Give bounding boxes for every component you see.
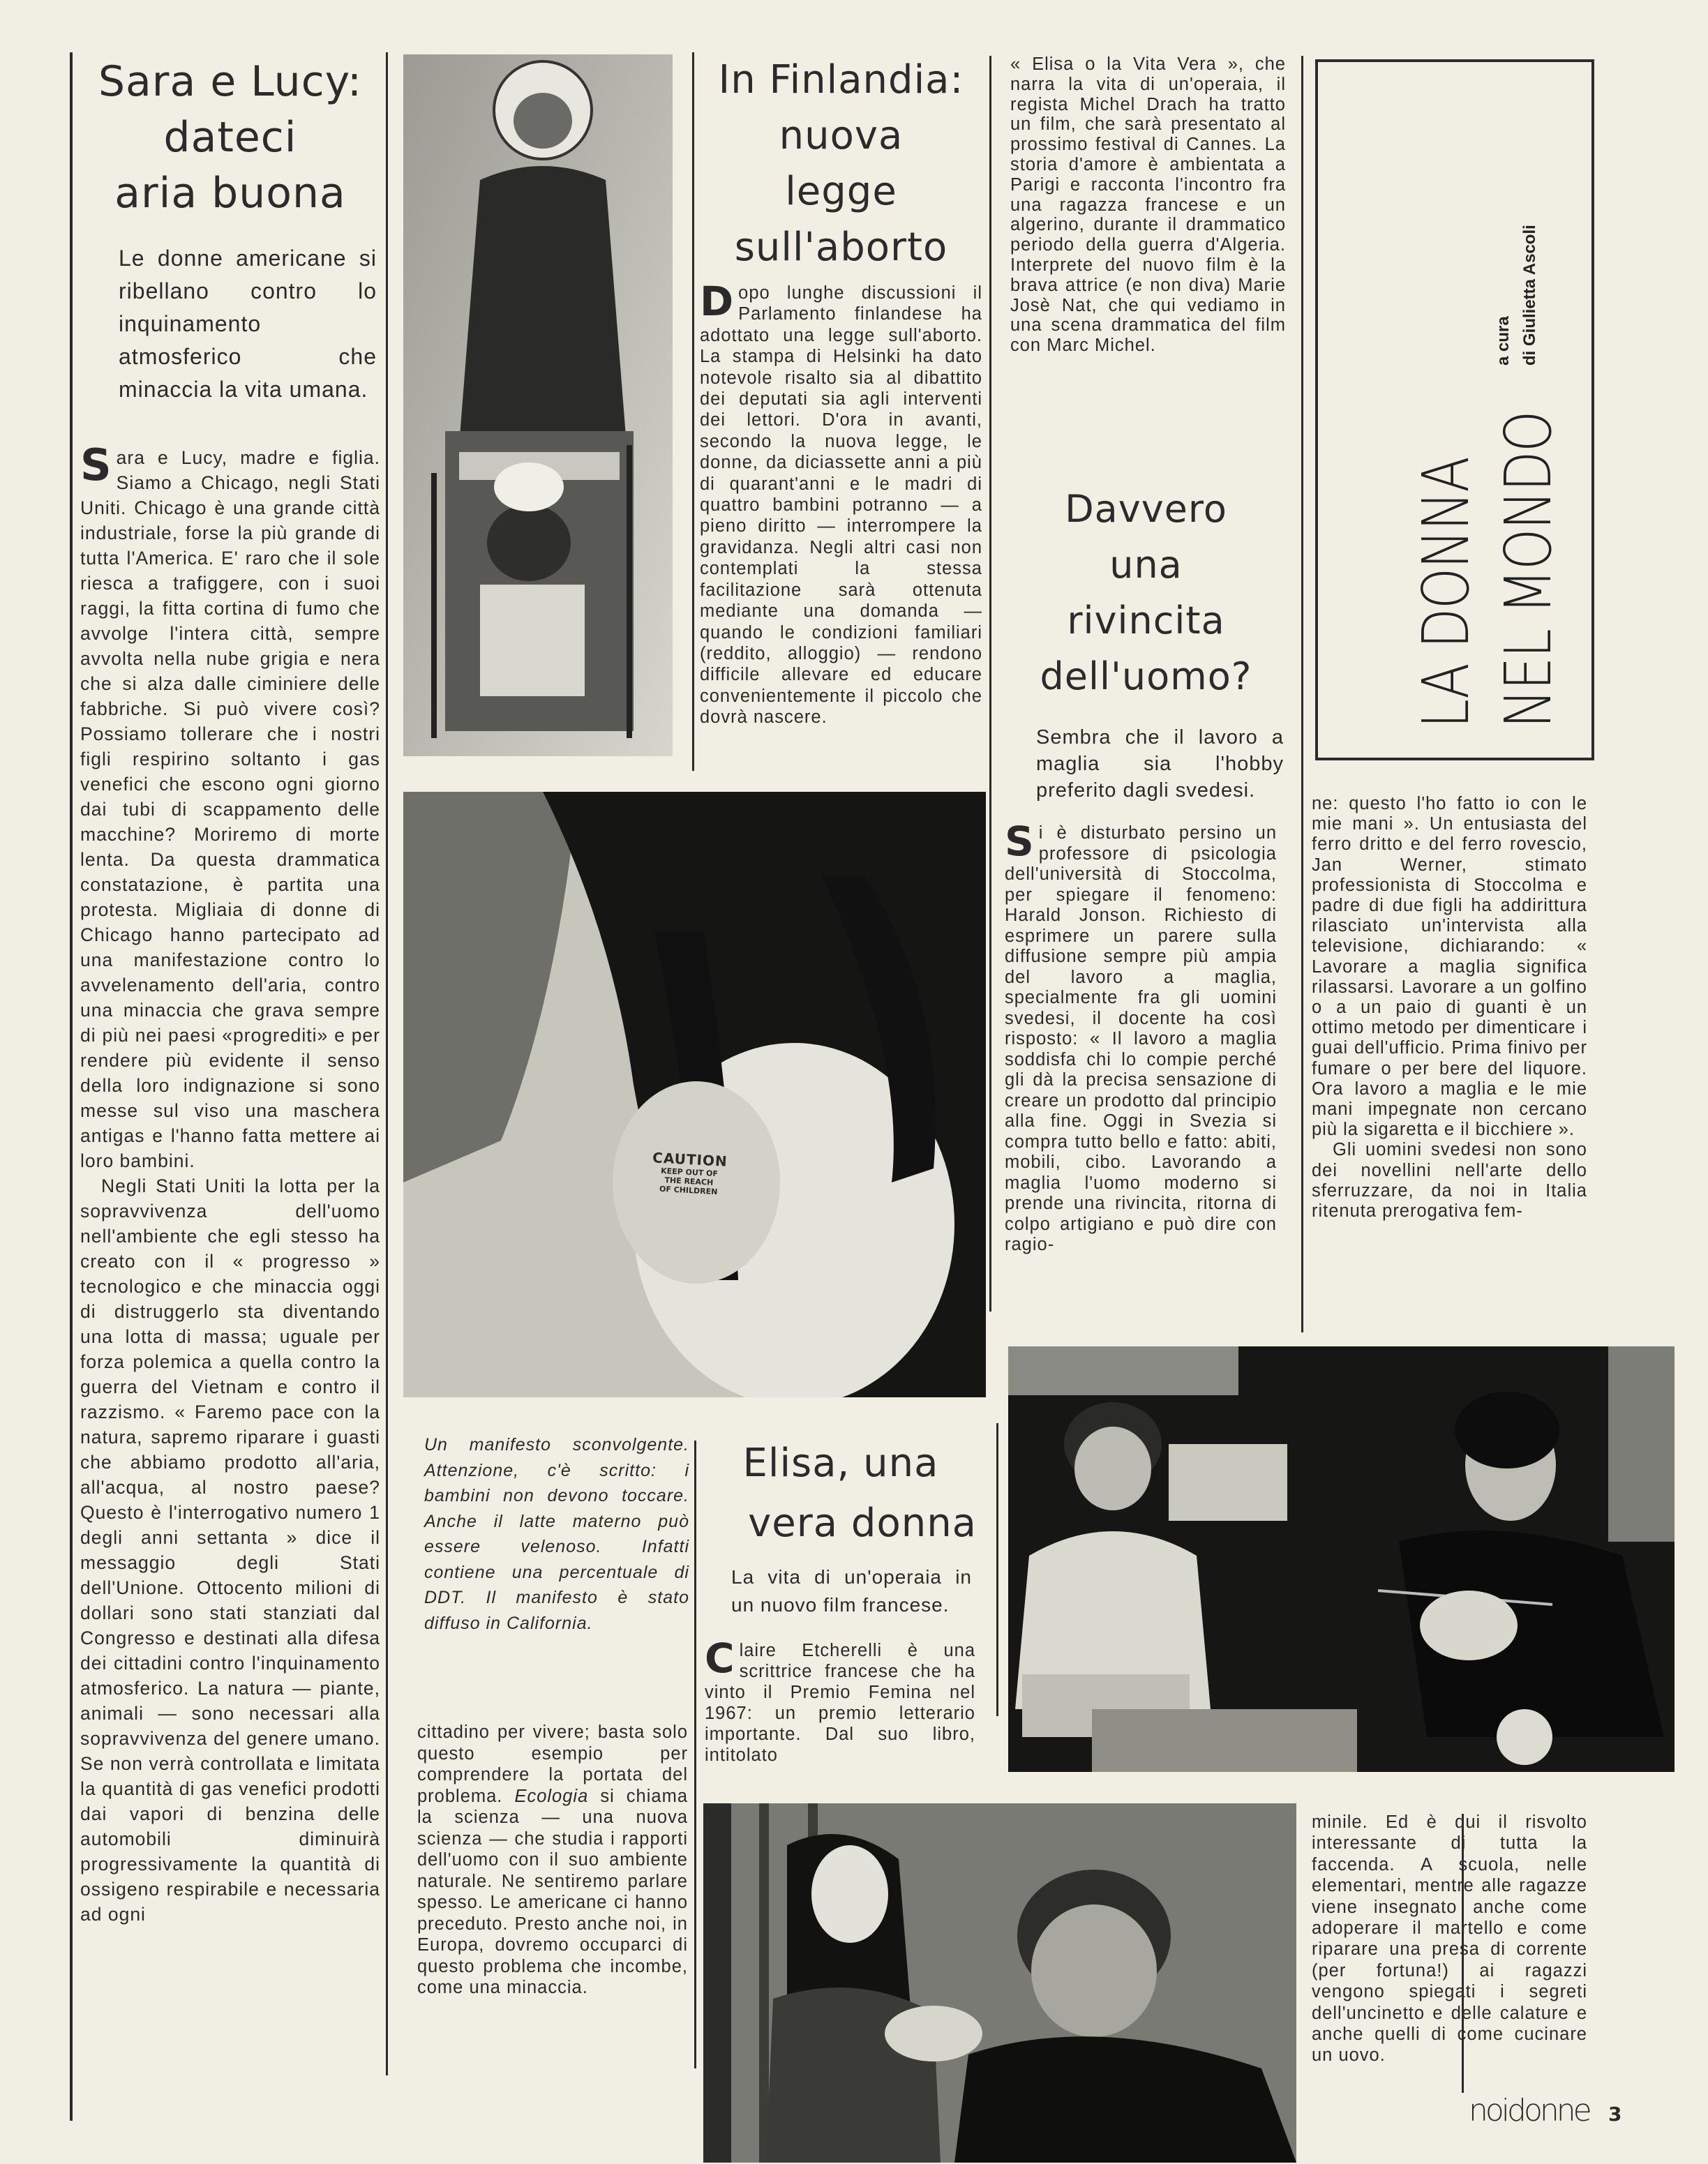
section-title-line: NEL MONDO xyxy=(1491,412,1566,728)
headline-line: vera donna xyxy=(748,1501,977,1546)
photo-caution-poster xyxy=(403,792,986,1397)
article-body xyxy=(1005,818,1277,1256)
photo-film-scene xyxy=(703,1803,1296,2163)
caution-label-line: THE REACH xyxy=(664,1175,714,1187)
photo-caption: Un manifesto sconvolgente. Attenzione, c'è scritto: i bambini non devono toccare. Anche il latte materno può essere velenoso. Infatti contiene una percentuale di DDT. Il manifesto è stato diffuso in California. xyxy=(424,1435,689,1633)
headline xyxy=(700,52,982,276)
paragraph: Negli Stati Uniti la lotta per la sopravvivenza dell'uomo nell'ambiente che egli stesso ha creato con il « progresso » tecnologico e che minaccia oggi di distruggerlo sta diventando una lotta di massa; uguale per forza polemica a quella contro la guerra del Vietnam e contro il razzismo. « Faremo pace con la natura, sapremo riparare i guasti che abbiamo prodotto all'aria, all'acqua, al nostro paese? Questo è l'interrogativo numero 1 degli anni settanta » dice il messaggio degli Stati dell'Unione. Ottocento milioni di dollari sono stati stanziati dal Congresso e destinati alla difesa dei cittadini contro l'inquinamento atmosferico. La natura — piante, animali — sono necessari alla sopravvivenza del genere umano. Se non verrà controllata e limitata la quantità di gas venefici prodotti dai vapori di benzina delle automobili diminuirà progressivamente la quantità di ossigeno respirabile e necessaria ad ogni xyxy=(80,1175,380,1925)
photo-man-knitting xyxy=(1008,1346,1675,1772)
headline-line: Davvero xyxy=(1065,487,1227,531)
caution-label-line: OF CHILDREN xyxy=(659,1184,718,1197)
headline-line: Sara e Lucy: xyxy=(98,57,363,106)
column-rule xyxy=(989,56,991,1312)
article-air-pollution xyxy=(77,52,384,1927)
article-elisa-continuation: « Elisa o la Vita Vera », che narra la vita di un'operaia, il regista Michel Drach ha tratto un film, che sarà presentato al prossimo festival di Cannes. La storia d'amore è ambientata a Parigi e racconta l'incontro fra una ragazza francese e un algerino, durante il drammatico periodo della guerra d'Algeria. Interprete del nuovo film è la brava attrice (e non diva) Marie Josè Nat, che qui vediamo in una scena drammatica del film con Marc Michel. xyxy=(1010,54,1286,356)
column-rule xyxy=(692,52,694,771)
column-rule xyxy=(694,1441,696,2068)
drop-cap: D xyxy=(700,278,735,325)
article-elisa xyxy=(705,1434,991,1766)
paragraph: cittadino per vivere; basta solo questo esempio per comprendere la portata del problema. xyxy=(417,1722,688,1806)
headline xyxy=(77,54,384,221)
headline-line: rivincita xyxy=(1067,599,1225,643)
headline-line: Elisa, una xyxy=(742,1441,939,1486)
page-number: 3 xyxy=(1608,2103,1622,2126)
deck: La vita di un'operaia in un nuovo film francese. xyxy=(731,1566,972,1616)
section-credit: a cura xyxy=(1494,316,1513,366)
page-footer xyxy=(1469,2093,1699,2135)
paragraph: ne: questo l'ho fatto io con le mie mani ». Un entusiasta del ferro dritto e del ferro rovescio, Jan Werner, stimato professionista di Stoccolma e padre di due figli ha addirittura rilasciato un'intervista alla televisione, dichiarando: « Lavorare a maglia significa rilassarsi. Lavorare a un golfino o a un paio di guanti è un ottimo metodo per dimenticare i guai dell'ufficio. Prima finivo per fumare o per bere del liquore. Ora lavoro a maglia e le mie mani impegnate non cercano più la sigaretta e il bicchiere ». xyxy=(1312,794,1587,1140)
section-title-line: LA DONNA xyxy=(1409,457,1483,728)
column-rule xyxy=(386,52,388,2075)
drop-cap: S xyxy=(80,439,112,490)
headline-line: nuova xyxy=(779,113,904,158)
column-rule xyxy=(1301,56,1303,1332)
column-rule xyxy=(70,52,73,2121)
article-knitting-continuation xyxy=(1312,794,1587,1222)
section-title-rotated xyxy=(1332,100,1583,728)
article-body xyxy=(80,439,380,1173)
article-continuation xyxy=(417,1722,688,1999)
article-knitting-end: minile. Ed è qui il risvolto interessante di tutta la faccenda. A scuola, nelle elementari, mentre alle ragazze viene insegnato anche come adoperare il martello e come riparare una presa di corrente (per fortuna!) ai ragazzi vengono spiegati i segreti dell'uncinetto e delle calature e anche quelli di come cucinare un uovo. xyxy=(1312,1812,1587,2066)
drop-cap: S xyxy=(1005,818,1035,865)
magazine-logo: noidonne xyxy=(1469,2093,1589,2128)
paragraph: laire Etcherelli è una scrittrice francese che ha vinto il Premio Femina nel 1967: un premio letterario importante. Dal suo libro, intitolato xyxy=(705,1641,975,1765)
section-credit: di Giulietta Ascoli xyxy=(1520,225,1539,366)
caution-label-line: KEEP OUT OF xyxy=(660,1166,719,1179)
photo-illustration xyxy=(1008,1346,1675,1772)
headline-line: In Finlandia: xyxy=(718,57,964,103)
photo-mother-gas-mask-stroller xyxy=(403,54,673,756)
section-title-box xyxy=(1315,59,1594,760)
emphasis: Ecologia xyxy=(514,1786,589,1806)
deck: Sembra che il lavoro a maglia sia l'hobby preferito dagli svedesi. xyxy=(1036,726,1284,802)
caution-label-line: CAUTION xyxy=(652,1149,728,1170)
article-knitting xyxy=(1005,481,1287,1256)
photo-illustration xyxy=(703,1803,1296,2163)
paragraph: Gli uomini svedesi non sono dei novellini nell'arte dello sferruzzare, da noi in Italia ritenuta prerogativa fem- xyxy=(1312,1140,1587,1222)
drop-cap: C xyxy=(705,1635,735,1682)
headline xyxy=(705,1434,991,1554)
headline-line: aria buona xyxy=(114,169,346,218)
paragraph: opo lunghe discussioni il Parlamento finlandese ha adottato una legge sull'aborto. La stampa di Helsinki ha dato notevole risalto sia al dibattito dei deputati sia agli interventi dei lettori. D'ora in avanti, secondo la nuova legge, le donne, da diciassette anni a più di quarant'anni e le madri di quattro bambini potranno — a pieno diritto — interrompere la gravidanza. Negli altri casi non contemplati la stessa facilitazione sarà ottenuta mediante una domanda — quando le condizioni familiari (reddito, alloggio) — rendono difficile allevare ed educare convenientemente il piccolo che dovrà nascere. xyxy=(700,283,982,728)
article-finland xyxy=(700,52,982,728)
headline-line: legge xyxy=(785,169,897,214)
article-body xyxy=(700,278,982,728)
photo-illustration xyxy=(403,54,673,756)
photo-illustration xyxy=(403,792,986,1397)
headline xyxy=(1005,481,1287,705)
column-rule xyxy=(996,1423,998,1716)
paragraph: si chiama la scienza — una nuova scienza — che studia i rapporti dell'uomo con il suo ambiente naturale. Ne sentiremo parlare spesso. Le americane ci hanno preceduto. Presto anche noi, in Europa, dovremo occuparci di questo problema che incombe, come una minaccia. xyxy=(417,1786,688,1997)
article-body xyxy=(705,1635,975,1766)
headline-line: una xyxy=(1109,543,1183,587)
deck: Le donne americane si ribellano contro lo inquinamento atmosferico che minaccia la vita umana. xyxy=(119,246,377,402)
headline-line: sull'aborto xyxy=(734,225,948,270)
paragraph: ara e Lucy, madre e figlia. Siamo a Chicago, negli Stati Uniti. Chicago è una grande città industriale, forse la più grande di tutta l'America. E' raro che il sole riesca a trafiggere, con i suoi raggi, la fitta cortina di fumo che avvolge l'intera città, sempre avvolta nella nube grigia e nera che si alza dalle ciminiere delle fabbriche. Si può vivere così? Possiamo tollerare che i nostri figli respirino soltanto i gas venefici che escono ogni giorno dai tubi di scappamento delle macchine? Moriremo di morte lenta. Da questa drammatica constatazione, è partita una protesta. Migliaia di donne di Chicago hanno partecipato ad una manifestazione contro lo avvelenamento dell'aria, contro una minaccia che grava sempre di più nei paesi «progrediti» e per rendere più evidente il senso della loro indignazione si sono messe sul viso una maschera antigas e l'hanno fatta mettere ai loro bambini. xyxy=(80,447,380,1171)
caution-label xyxy=(636,1148,742,1198)
headline-line: dell'uomo? xyxy=(1040,654,1252,698)
paragraph: i è disturbato persino un professore di psicologia dell'università di Stoccolma, per spiegare il fenomeno: Harald Jonson. Richiesto di esprimere un parere sulla diffusione sempre più ampia del lavoro a maglia, specialmente fra gli uomini svedesi, il docente ha così risposto: « Il lavoro a maglia soddisfa chi lo compie perché gli dà la precisa sensazione di creare un prodotto dal principio alla fine. Oggi in Svezia si compra tutto bello e fatto: abiti, mobili, cibo. Lavorando a maglia l'uomo moderno si prende una rivincita, ritorna di colpo artigiano e può dire con ragio- xyxy=(1005,823,1277,1254)
headline-line: dateci xyxy=(163,113,297,162)
